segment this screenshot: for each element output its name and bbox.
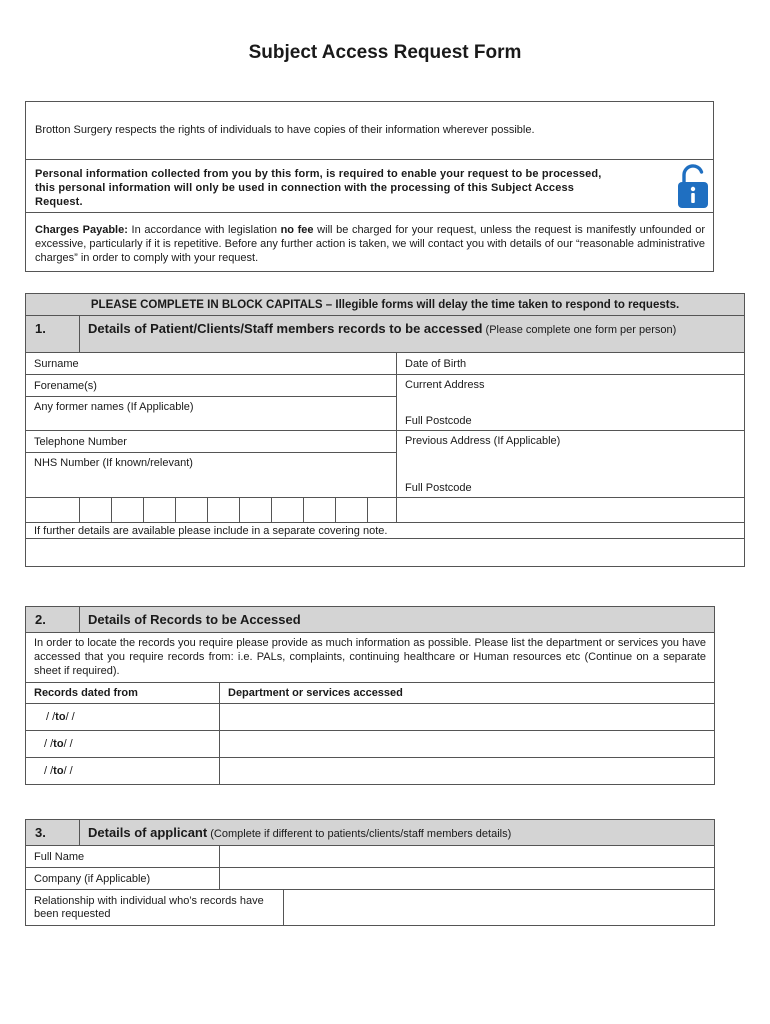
date-from: / / [44,738,54,750]
company-label: Company (if Applicable) [26,868,220,890]
date-of-birth-field[interactable]: Date of Birth [397,353,745,375]
relationship-input[interactable] [284,890,715,926]
charges-row [26,212,713,272]
privacy-notice-row [26,159,713,213]
current-postcode-label: Full Postcode [405,415,472,427]
section2-number: 2. [26,607,80,633]
nhs-digit-box[interactable] [240,498,272,523]
former-names-field[interactable]: Any former names (If Applicable) [26,397,397,431]
previous-address-label: Previous Address (If Applicable) [405,435,561,447]
date-until: / / [65,711,75,723]
date-from: / / [46,711,56,723]
date-from: / / [44,765,54,777]
records-row [26,758,715,785]
section3-note: (Complete if different to patients/clients/staff members details) [207,828,512,840]
padlock-info-icon [676,164,710,210]
date-to-label: to [53,738,64,750]
no-fee-text: no fee [280,224,314,236]
further-details-note: If further details are available please include in a separate covering note. [26,523,745,539]
surname-field[interactable]: Surname [26,353,397,375]
full-name-label: Full Name [26,846,220,868]
section2-instructions: In order to locate the records you require please provide as much information as possible. Please list the department or services you have accessed that you require records from: i.e. PALs, complaints, continuing healthcare or Human resources etc (Continue on a separate sheet if required). [26,633,715,683]
nhs-digit-box[interactable] [304,498,336,523]
intro-statement-row [26,102,713,160]
charges-text [35,223,705,265]
nhs-digit-box[interactable] [26,498,80,523]
records-row [26,731,715,758]
previous-postcode-label: Full Postcode [405,482,472,494]
nhs-number-spacer [397,498,745,523]
nhs-digit-box[interactable] [368,498,397,523]
date-until: / / [63,738,73,750]
department-header: Department or services accessed [220,683,715,704]
section3-heading [80,820,715,846]
section2-title: Details of Records to be Accessed [80,607,715,633]
section1-note: (Please complete one form per person) [482,324,677,336]
date-range-field[interactable] [26,731,220,758]
nhs-digit-box[interactable] [336,498,368,523]
section1-title: Details of Patient/Clients/Staff members records to be accessed [88,321,483,336]
charges-label: Charges Payable: [35,224,128,236]
date-range-field[interactable] [26,758,220,785]
records-dated-header: Records dated from [26,683,220,704]
date-to-label: to [53,765,64,777]
department-field[interactable] [220,731,715,758]
department-field[interactable] [220,758,715,785]
date-until: / / [63,765,73,777]
nhs-number-boxes [26,498,745,523]
section3-table [25,819,715,926]
intro-box [25,101,714,272]
telephone-field[interactable]: Telephone Number [26,431,397,453]
nhs-digit-box[interactable] [176,498,208,523]
relationship-label: Relationship with individual who’s records have been requested [26,890,284,926]
nhs-digit-box[interactable] [112,498,144,523]
department-field[interactable] [220,704,715,731]
nhs-number-field[interactable]: NHS Number (If known/relevant) [26,453,397,498]
section2-table [25,606,715,785]
section3-number: 3. [26,820,80,846]
section1-number: 1. [26,316,80,353]
privacy-notice: Personal information collected from you by this form, is required to enable your request to be processed, this personal information will only be used in connection with the processing of this Subject Access Request. [35,168,602,208]
company-input[interactable] [220,868,715,890]
page-title: Subject Access Request Form [248,42,522,63]
nhs-digit-box[interactable] [144,498,176,523]
nhs-digit-box[interactable] [272,498,304,523]
section1-heading [80,316,745,353]
forenames-field[interactable]: Forename(s) [26,375,397,397]
current-address-label: Current Address [405,379,485,391]
section1-table [25,293,745,567]
full-name-input[interactable] [220,846,715,868]
intro-statement: Brotton Surgery respects the rights of individuals to have copies of their information wherever possible. [35,124,535,136]
records-row [26,704,715,731]
date-range-field[interactable] [26,704,220,731]
date-to-label: to [55,711,66,723]
section3-title: Details of applicant [88,825,208,840]
block-capitals-banner: PLEASE COMPLETE IN BLOCK CAPITALS – Illegible forms will delay the time taken to respond to requests. [26,294,745,316]
current-address-field[interactable] [397,375,745,431]
nhs-digit-box[interactable] [80,498,112,523]
charges-text-a: In accordance with legislation [127,224,281,236]
nhs-digit-box[interactable] [208,498,240,523]
charges-text-b: will be charged for your request, unless the request is manifestly unfounded or excessive, particularly if it is repetitive. Before any further action is taken, we will contact you with details of our “reasonable administrative charges” in order to comply with your request. [35,224,705,264]
previous-address-field[interactable] [397,431,745,498]
further-details-field[interactable] [26,539,745,567]
